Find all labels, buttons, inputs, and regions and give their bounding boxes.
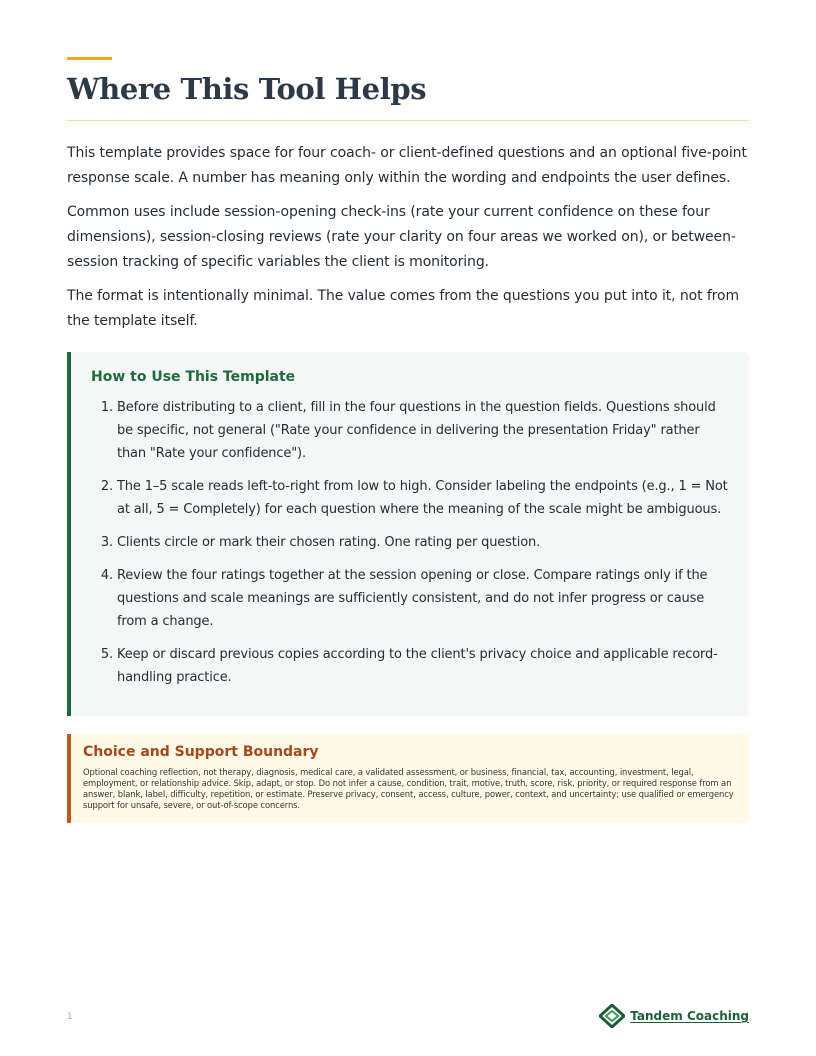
how-to-step: 5. Keep or discard previous copies according to the client's privacy choice and applicable record-handling practice. [117, 643, 731, 689]
brand-name: Tandem Coaching [630, 1009, 749, 1023]
title-accent-bar [67, 57, 112, 60]
boundary-callout [67, 734, 749, 823]
intro-paragraph: Common uses include session-opening check-ins (rate your current confidence on these four dimensions), session-closing reviews (rate your clarity on four areas we worked on), or between-session tracking of specific variables the client is monitoring. [67, 204, 736, 270]
page-title: Where This Tool Helps [67, 72, 427, 106]
how-to-step: 1. Before distributing to a client, fill in the four questions in the question fields. Questions should be specific, not general ("Rate your confidence in delivering the presentation Friday" rather than "Rate your confidence"). [117, 396, 731, 465]
diamond-logo-icon [599, 1004, 625, 1028]
boundary-heading: Choice and Support Boundary [83, 744, 319, 760]
page-number: 1 [67, 1012, 73, 1022]
intro-paragraph: The format is intentionally minimal. The value comes from the questions you put into it, not from the template itself. [67, 288, 740, 329]
how-to-step: 4. Review the four ratings together at the session opening or close. Compare ratings only if the questions and scale meanings are sufficiently consistent, and do not infer progress or cause from a change. [117, 564, 731, 633]
title-divider [67, 120, 749, 121]
how-to-steps [91, 396, 731, 699]
intro-paragraph: This template provides space for four coach- or client-defined questions and an optional five-point response scale. A number has meaning only within the wording and endpoints the user defines. [67, 145, 747, 186]
how-to-heading: How to Use This Template [91, 369, 296, 385]
brand-logo [599, 1004, 749, 1028]
how-to-callout [67, 352, 749, 716]
how-to-step: 2. The 1–5 scale reads left-to-right from low to high. Consider labeling the endpoints (e.g., 1 = Not at all, 5 = Completely) for each question where the meaning of the scale might be ambiguous. [117, 475, 731, 521]
how-to-step: 3. Clients circle or mark their chosen rating. One rating per question. [117, 531, 731, 554]
boundary-text: Optional coaching reflection, not therapy, diagnosis, medical care, a validated assessment, or business, financial, tax, accounting, investment, legal, employment, or relationship advice. Skip, adapt, or stop. Do not infer a cause, condition, trait, motive, truth, score, risk, priority, or required response from an answer, blank, label, difficulty, repetition, or estimate. Preserve privacy, consent, access, culture, power, context, and uncertainty; use qualified or emergency support for unsafe, severe, or out-of-scope concerns. [83, 767, 734, 810]
document-page [67, 0, 749, 1056]
intro-section [67, 141, 749, 343]
